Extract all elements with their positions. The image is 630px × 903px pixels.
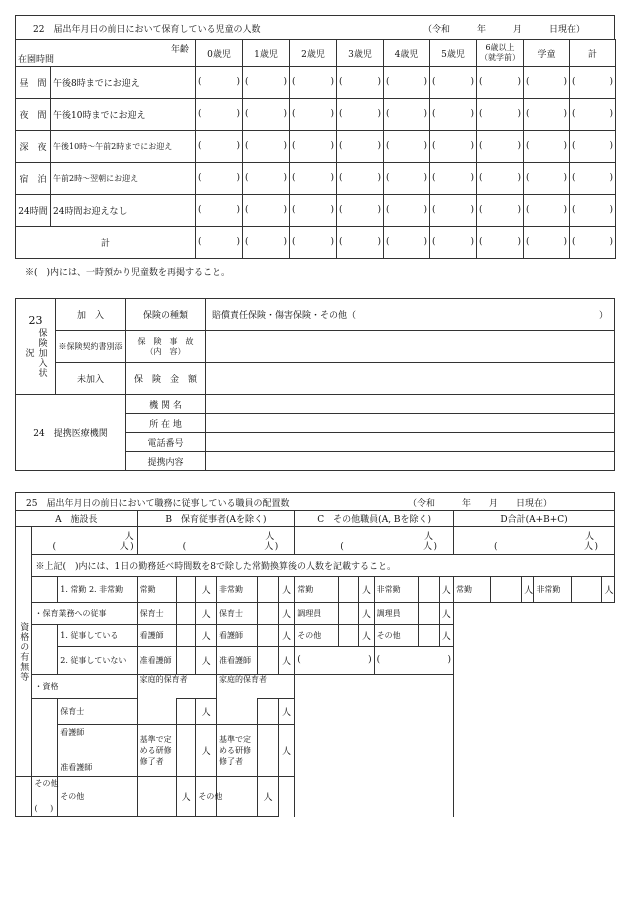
total-cell[interactable]: 人 ( ) 人 [295, 527, 454, 555]
input-cell[interactable] [258, 647, 279, 675]
section-23-24 [15, 298, 615, 471]
count-cell[interactable] [430, 195, 477, 227]
input-cell[interactable] [216, 777, 257, 817]
s23-kind-label: 保険の種類 [126, 299, 206, 331]
count-cell[interactable] [196, 163, 243, 195]
count-cell[interactable] [477, 227, 524, 259]
input-cell[interactable] [176, 625, 196, 647]
paren-pair: ( ) [526, 109, 567, 119]
input-cell[interactable] [258, 603, 279, 625]
paren-pair: ( ) [432, 109, 474, 119]
paren-pair: ( ) [245, 205, 287, 215]
count-cell[interactable] [570, 163, 616, 195]
a-item: 保育士 [58, 699, 137, 725]
s24-item-value[interactable] [206, 452, 615, 471]
count-cell[interactable] [524, 195, 570, 227]
s25-date: （令和 年 月 日現在） [408, 499, 553, 509]
count-cell[interactable] [337, 131, 384, 163]
count-cell[interactable] [430, 227, 477, 259]
s24-item-value[interactable] [206, 414, 615, 433]
count-cell[interactable] [430, 67, 477, 99]
s24-item-value[interactable] [206, 395, 615, 414]
age-header: 6歳以上（就学前） [477, 40, 524, 67]
row-desc: 午後8時までにお迎え [51, 67, 196, 99]
count-cell[interactable] [337, 227, 384, 259]
paren-pair: ( ) [479, 205, 521, 215]
paren-pair: ( ) [292, 173, 334, 183]
label-parttime: 非常勤 [374, 577, 418, 603]
count-cell[interactable] [384, 195, 430, 227]
row-label: 深 夜 [16, 131, 51, 163]
table-row [16, 163, 616, 195]
paren-pair: ( ) [526, 173, 567, 183]
count-cell[interactable] [290, 67, 337, 99]
s23-accident-value[interactable] [206, 331, 615, 363]
paren-pair: ( ) [386, 109, 427, 119]
s22-note: ※( )内には、一時預かり児童数を再掲すること。 [25, 268, 231, 278]
a-item: ・保育業務への従事 [32, 603, 137, 625]
paren-pair: ( ) [339, 109, 381, 119]
age-header: 計 [570, 40, 616, 67]
s22-title: 22 届出年月日の前日において保育している児童の人数 [33, 25, 261, 35]
count-cell[interactable] [570, 67, 616, 99]
count-cell[interactable] [196, 131, 243, 163]
paren-pair: ( ) [572, 77, 613, 87]
label-fulltime: 常勤 [295, 577, 338, 603]
paren-pair: ( ) [479, 141, 521, 151]
total-cell[interactable]: 人 ( ) 人 [32, 527, 137, 555]
paren-pair: ( ) [432, 77, 474, 87]
count-cell[interactable] [196, 99, 243, 131]
paren-pair: ( ) [526, 205, 567, 215]
input-cell[interactable] [338, 603, 359, 625]
input-cell[interactable] [176, 725, 196, 777]
paren-pair: ( ) [198, 141, 240, 151]
age-header: 0歳児 [196, 40, 243, 67]
a-item: その他 ( ) [32, 777, 58, 817]
s25-table: A 施設長 B 保育従事者(Aを除く) C その他職員(A, Bを除く) D合計(A+B+C) 資格の有無等 人 ( ) 人 人 ( ) 人 人 ( ) 人 人 ( ) 人 ※上記( )内には、1日の勤務延べ時間数を8で除した常勤換算後の人数を記載すること。 1. 常勤 2. 非常勤 常勤 人 非常勤 人 常勤 人 非常勤 人 常勤 人 非常勤 人 ・保育業務への従事 保育士 人 保育士 人 調理員 人 調理員 人 1. 従事している 看護師 人 看護師 人 その他 人 その他 人 2. 従事していない 准看護師 人 准看護師 人 ( ) ( ) ・資格 家庭的保育者 家庭的保育者 保育士 人 人 看護師 准看護師 基準で定める研修修了者 人 基準で定める研修修了者 人 その他 ( ) その他 人 その他 人 [15, 510, 615, 817]
table-row [16, 67, 616, 99]
paren-pair: ( ) [432, 173, 474, 183]
paren-pair: ( ) [386, 173, 427, 183]
paren-pair: ( ) [526, 141, 567, 151]
s23-kind-value[interactable]: 賠償責任保険・傷害保険・その他（ ） [206, 299, 615, 331]
input-cell[interactable] [418, 625, 439, 647]
paren-pair: ( ) [198, 173, 240, 183]
s24-item-label: 電話番号 [126, 433, 206, 452]
s23-attach: ※保険契約書別添 [56, 331, 126, 363]
count-cell[interactable] [290, 131, 337, 163]
paren-pair: ( ) [479, 237, 521, 247]
paren-pair: ( ) [479, 173, 521, 183]
section-25 [15, 492, 615, 817]
s23-amount-label: 保 険 金 額 [126, 363, 206, 395]
input-cell[interactable] [176, 699, 196, 725]
a-item: 2. 従事していない [58, 647, 137, 675]
total-cell[interactable]: 人 ( ) 人 [137, 527, 295, 555]
paren-pair: ( ) [572, 237, 613, 247]
paren-pair: ( ) [245, 77, 287, 87]
a-item: 1. 従事している [58, 625, 137, 647]
s22-table [15, 39, 616, 259]
paren-pair: ( ) [292, 77, 334, 87]
paren-pair: ( ) [198, 109, 240, 119]
paren-pair: ( ) [292, 205, 334, 215]
paren-pair: ( ) [479, 77, 521, 87]
count-cell[interactable] [524, 67, 570, 99]
s25-note: ※上記( )内には、1日の勤務延べ時間数を8で除した常勤換算後の人数を記載すること。 [32, 555, 615, 577]
col-header: B 保育従事者(Aを除く) [137, 511, 295, 527]
count-cell[interactable] [243, 131, 290, 163]
input-cell[interactable] [258, 625, 279, 647]
count-cell[interactable] [384, 99, 430, 131]
count-cell[interactable] [337, 195, 384, 227]
age-header: 2歳児 [290, 40, 337, 67]
count-cell[interactable] [524, 131, 570, 163]
count-cell[interactable] [477, 131, 524, 163]
input-cell[interactable] [258, 699, 279, 725]
input-cell[interactable] [176, 647, 196, 675]
input-cell[interactable] [418, 577, 439, 603]
paren-pair: ( ) [339, 205, 381, 215]
label-parttime: 非常勤 [534, 577, 571, 603]
input-cell[interactable] [137, 777, 176, 817]
table-row [16, 99, 616, 131]
col-header: A 施設長 [16, 511, 138, 527]
input-cell[interactable] [258, 725, 279, 777]
a-item: 1. 常勤 2. 非常勤 [58, 577, 137, 603]
paren-pair: ( ) [198, 237, 240, 247]
input-cell[interactable] [176, 577, 196, 603]
total-cell[interactable]: 人 ( ) 人 [454, 527, 615, 555]
count-cell[interactable] [243, 163, 290, 195]
a-item: 看護師 准看護師 [58, 725, 137, 777]
section-22 [15, 15, 615, 278]
count-cell[interactable] [243, 67, 290, 99]
age-header: 5歳児 [430, 40, 477, 67]
count-cell[interactable] [477, 67, 524, 99]
paren-pair: ( ) [572, 205, 613, 215]
row-desc: 午後10時までにお迎え [51, 99, 196, 131]
paren-pair: ( ) [572, 141, 613, 151]
paren-pair: ( ) [386, 77, 427, 87]
count-cell[interactable] [477, 195, 524, 227]
col-header: D合計(A+B+C) [454, 511, 615, 527]
age-header: 1歳児 [243, 40, 290, 67]
count-cell[interactable] [570, 227, 616, 259]
paren-pair: ( ) [292, 109, 334, 119]
count-cell[interactable] [337, 67, 384, 99]
count-cell[interactable] [290, 163, 337, 195]
s23-join: 加 入 [56, 299, 126, 331]
count-cell[interactable] [430, 99, 477, 131]
count-cell[interactable] [196, 227, 243, 259]
row-label: 夜 間 [16, 99, 51, 131]
age-header: 3歳児 [337, 40, 384, 67]
s24-item-label: 機 関 名 [126, 395, 206, 414]
input-cell[interactable] [176, 603, 196, 625]
count-cell[interactable] [290, 227, 337, 259]
table-row [16, 227, 616, 259]
count-cell[interactable] [384, 67, 430, 99]
count-cell[interactable] [524, 163, 570, 195]
count-cell[interactable] [290, 195, 337, 227]
s25-title: 25 届出年月日の前日において職務に従事している職員の配置数 [26, 499, 290, 509]
s23-table [15, 298, 615, 471]
paren-cell[interactable]: ( ) [295, 647, 374, 675]
input-cell[interactable] [338, 577, 359, 603]
count-cell[interactable] [570, 131, 616, 163]
paren-pair: ( ) [245, 173, 287, 183]
paren-pair: ( ) [526, 237, 567, 247]
paren-pair: ( ) [432, 205, 474, 215]
paren-pair: ( ) [572, 109, 613, 119]
age-header: 学童 [524, 40, 570, 67]
paren-pair: ( ) [432, 141, 474, 151]
paren-pair: ( ) [292, 141, 334, 151]
count-cell[interactable] [243, 195, 290, 227]
s24-item-label: 所 在 地 [126, 414, 206, 433]
label-fulltime: 常勤 [454, 577, 491, 603]
total-label: 計 [16, 227, 196, 259]
s23-accident-label: 保 険 事 故（内 容） [126, 331, 206, 363]
count-cell[interactable] [524, 99, 570, 131]
s23-not-join: 未加入 [56, 363, 126, 395]
paren-pair: ( ) [245, 109, 287, 119]
paren-pair: ( ) [339, 237, 381, 247]
s22-date: （令和 年 月 日現在） [423, 25, 586, 35]
count-cell[interactable] [243, 99, 290, 131]
paren-pair: ( ) [292, 237, 334, 247]
s22-corner: 年齢 在園時間 [16, 40, 196, 67]
input-cell[interactable] [571, 577, 602, 603]
count-cell[interactable] [570, 99, 616, 131]
a-item: ・資格 [32, 675, 137, 699]
count-cell[interactable] [196, 67, 243, 99]
input-cell[interactable] [258, 577, 279, 603]
count-cell[interactable] [243, 227, 290, 259]
paren-pair: ( ) [386, 205, 427, 215]
count-cell[interactable] [477, 163, 524, 195]
count-cell[interactable] [384, 227, 430, 259]
row-desc: 24時間お迎えなし [51, 195, 196, 227]
side-label: 資格の有無等 [16, 527, 32, 777]
input-cell[interactable] [418, 603, 439, 625]
count-cell[interactable] [384, 163, 430, 195]
count-cell[interactable] [477, 99, 524, 131]
paren-pair: ( ) [386, 141, 427, 151]
paren-pair: ( ) [198, 205, 240, 215]
s23-amount-value[interactable] [206, 363, 615, 395]
paren-pair: ( ) [572, 173, 613, 183]
paren-pair: ( ) [432, 237, 474, 247]
paren-cell[interactable]: ( ) [374, 647, 453, 675]
count-cell[interactable] [196, 195, 243, 227]
input-cell[interactable] [338, 625, 359, 647]
row-label: 24時間 [16, 195, 51, 227]
count-cell[interactable] [430, 163, 477, 195]
row-desc: 午後10時～午前2時までにお迎え [51, 131, 196, 163]
paren-pair: ( ) [526, 77, 567, 87]
paren-pair: ( ) [339, 173, 381, 183]
count-cell[interactable] [384, 131, 430, 163]
paren-pair: ( ) [339, 141, 381, 151]
count-cell[interactable] [290, 99, 337, 131]
paren-pair: ( ) [245, 237, 287, 247]
age-header: 4歳児 [384, 40, 430, 67]
paren-pair: ( ) [339, 77, 381, 87]
paren-pair: ( ) [245, 141, 287, 151]
row-label: 昼 間 [16, 67, 51, 99]
paren-pair: ( ) [479, 109, 521, 119]
s24-item-label: 提携内容 [126, 452, 206, 471]
paren-pair: ( ) [386, 237, 427, 247]
row-desc: 午前2時～翌朝にお迎え [51, 163, 196, 195]
s23-heading: 23 保険加入状況 [16, 299, 56, 395]
label-fulltime: 常勤 [137, 577, 176, 603]
table-row [16, 195, 616, 227]
label-parttime: 非常勤 [216, 577, 257, 603]
s24-item-value[interactable] [206, 433, 615, 452]
count-cell[interactable] [524, 227, 570, 259]
col-header: C その他職員(A, Bを除く) [295, 511, 454, 527]
row-label: 宿 泊 [16, 163, 51, 195]
table-row [16, 131, 616, 163]
count-cell[interactable] [337, 163, 384, 195]
paren-pair: ( ) [198, 77, 240, 87]
input-cell[interactable] [491, 577, 522, 603]
count-cell[interactable] [337, 99, 384, 131]
count-cell[interactable] [570, 195, 616, 227]
count-cell[interactable] [430, 131, 477, 163]
s24-heading: 24 提携医療機関 [16, 395, 126, 471]
